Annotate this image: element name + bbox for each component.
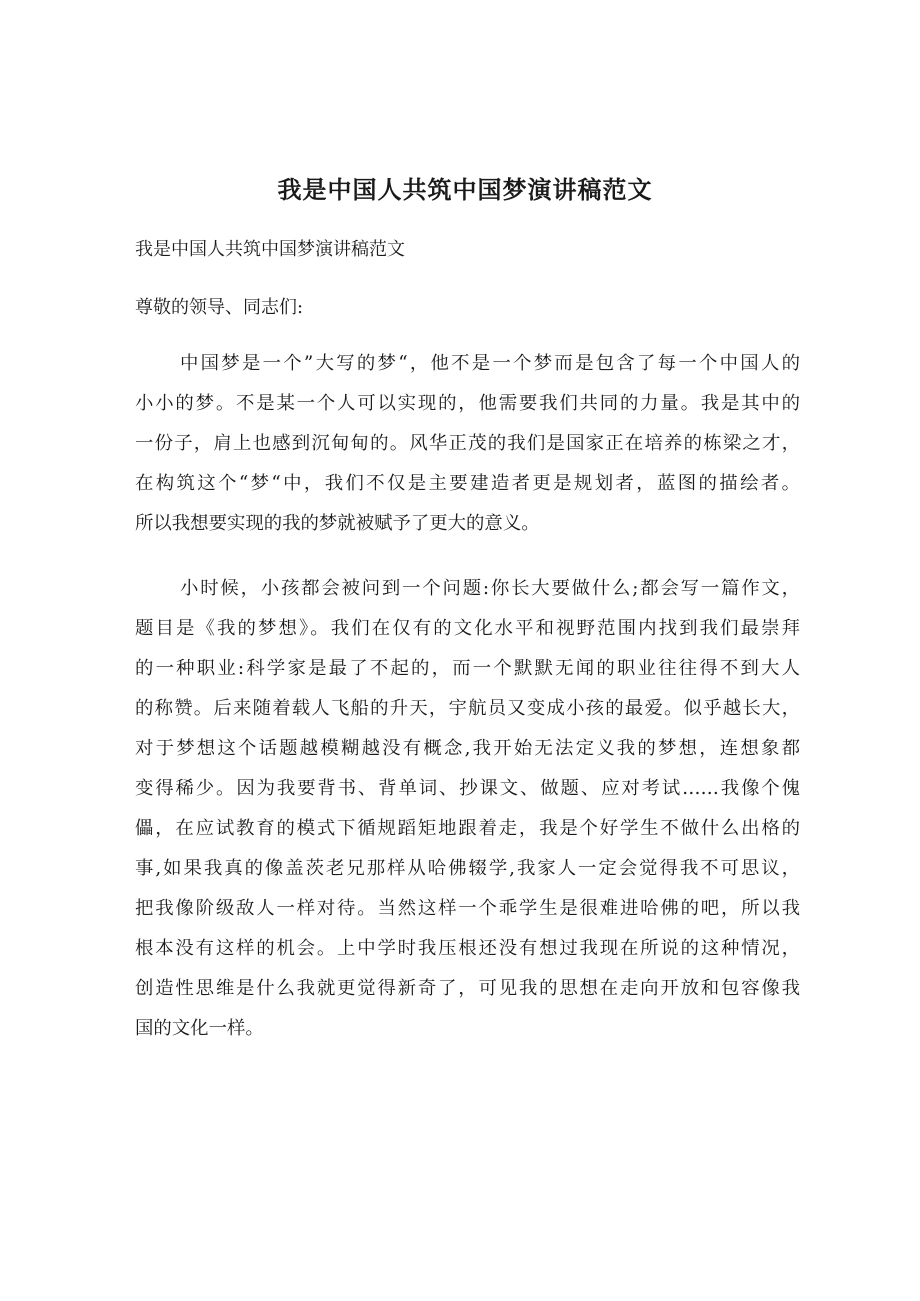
paragraph-line: 的一种职业:科学家是最了不起的，而一个默默无闻的职业往往得不到大人 xyxy=(135,658,800,679)
salutation: 尊敬的领导、同志们: xyxy=(135,297,304,318)
paragraph-line: 变得稀少。因为我要背书、背单词、抄课文、做题、应对考试……我像个傀 xyxy=(135,778,800,799)
paragraph-line: 创造性思维是什么我就更觉得新奇了，可见我的思想在走向开放和包容像我 xyxy=(135,978,800,999)
paragraph-line: 的称赞。后来随着载人飞船的升天，宇航员又变成小孩的最爱。似乎越长大， xyxy=(135,698,800,719)
page-title: 我是中国人共筑中国梦演讲稿范文 xyxy=(277,175,653,204)
paragraph-line: 国的文化一样。 xyxy=(135,1018,264,1039)
paragraph-line: 儡，在应试教育的模式下循规蹈矩地跟着走，我是个好学生不做什么出格的 xyxy=(135,818,800,839)
paragraph-line: 小小的梦。不是某一个人可以实现的，他需要我们共同的力量。我是其中的 xyxy=(135,393,800,414)
paragraph-line: 中国梦是一个”大写的梦“，他不是一个梦而是包含了每一个中国人的 xyxy=(180,353,800,374)
paragraph-line: 把我像阶级敌人一样对待。当然这样一个乖学生是很难进哈佛的吧，所以我 xyxy=(135,898,800,919)
paragraph-line: 题目是《我的梦想》。我们在仅有的文化水平和视野范围内找到我们最崇拜 xyxy=(135,618,800,639)
paragraph-1 xyxy=(135,344,800,544)
paragraph-2 xyxy=(135,569,800,1049)
document-subtitle: 我是中国人共筑中国梦演讲稿范文 xyxy=(135,239,405,260)
paragraph-line: 所以我想要实现的我的梦就被赋予了更大的意义。 xyxy=(135,513,540,534)
paragraph-line: 事,如果我真的像盖茨老兄那样从哈佛辍学,我家人一定会觉得我不可思议， xyxy=(135,858,800,879)
paragraph-line: 一份子，肩上也感到沉甸甸的。风华正茂的我们是国家正在培养的栋梁之才， xyxy=(135,433,800,454)
paragraph-line: 根本没有这样的机会。上中学时我压根还没有想过我现在所说的这种情况， xyxy=(135,938,800,959)
paragraph-line: 小时候，小孩都会被问到一个问题:你长大要做什么;都会写一篇作文， xyxy=(180,578,800,599)
paragraph-line: 在构筑这个“梦“中，我们不仅是主要建造者更是规划者，蓝图的描绘者。 xyxy=(135,473,800,494)
paragraph-line: 对于梦想这个话题越模糊越没有概念,我开始无法定义我的梦想，连想象都 xyxy=(135,738,800,759)
